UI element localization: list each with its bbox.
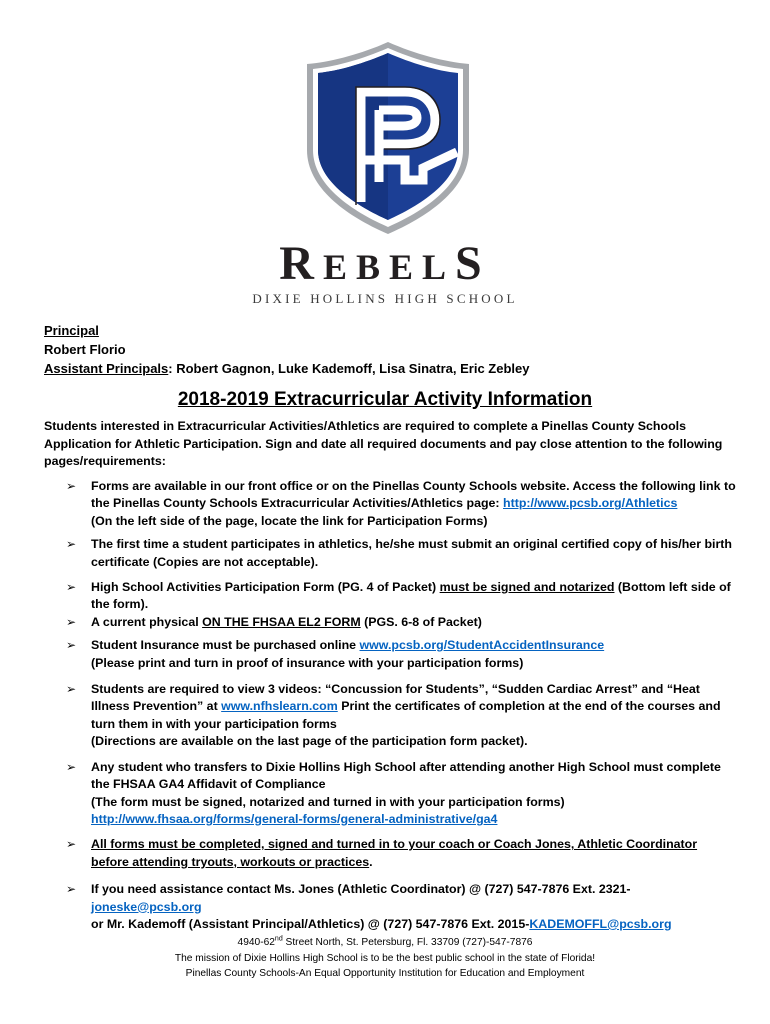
arrow-bullet-icon: ➢ [66, 537, 77, 552]
list-item [66, 637, 736, 672]
bullet-text: Students are required to view 3 videos: “Concussion for Students”, “Sudden Cardiac Arrest” and “Heat Illness Prevention” at [91, 682, 700, 714]
bullet-text: Print the certificates of completion at the end of the courses and turn them in with your participation forms [91, 699, 721, 731]
footer-address-rest: Street North, St. Petersburg, Fl. 33709 (727)-547-7876 [282, 937, 533, 948]
bullet-text: The first time a student participates in athletics, he/she must submit an original certified copy of his/her birth certificate (Copies are not acceptable). [91, 537, 732, 569]
bullet-emphasis: must be signed and notarized [439, 580, 615, 595]
list-item [66, 536, 736, 571]
wordmark-middle: EBEL [322, 247, 455, 287]
list-item [66, 836, 736, 871]
rebels-shield-logo [305, 40, 471, 236]
wordmark-final: S [455, 237, 491, 290]
footer-mission: The mission of Dixie Hollins High School is to be the best public school in the state of Florida! [174, 952, 596, 964]
bullet-text: A current physical [91, 614, 203, 629]
footer [0, 935, 770, 982]
bullet-text: (Directions are available on the last page of the participation form packet). [91, 734, 528, 749]
list-item [66, 759, 736, 829]
arrow-bullet-icon: ➢ [66, 614, 77, 629]
principal-label: Principal [44, 323, 99, 338]
bullet-text: (Please print and turn in proof of insurance with your participation forms) [91, 655, 524, 670]
insurance-link[interactable]: www.pcsb.org/StudentAccidentInsurance [359, 638, 605, 653]
bullet-text: Any student who transfers to Dixie Hollins High School after attending another High School must complete the FHSAA GA4 Affidavit of Compliance [91, 759, 721, 792]
list-item [66, 579, 736, 614]
assistant-principals-label: Assistant Principals [44, 361, 169, 376]
bullet-text: Student Insurance must be purchased online [91, 638, 360, 653]
wordmark-initial: R [279, 237, 323, 290]
bullet-text: Forms are available in our front office or on the Pinellas County Schools website. Access the following link to the Pinellas County Schools Extracurricular Activities/Athletics page: [91, 479, 736, 511]
footer-address-ordinal: nd [274, 935, 283, 943]
athletics-link[interactable]: http://www.pcsb.org/Athletics [503, 496, 678, 511]
bullet-text: (PGS. 6-8 of Packet) [360, 614, 482, 629]
logo-wordmark [200, 237, 570, 290]
logo-tagline: DIXIE HOLLINS HIGH SCHOOL [252, 291, 518, 306]
list-item [66, 881, 736, 933]
list-item [66, 614, 736, 631]
bullet-emphasis: ON THE FHSAA EL2 FORM [202, 614, 361, 629]
principal-name: Robert Florio [44, 342, 126, 357]
intro-paragraph: Students interested in Extracurricular Activities/Athletics are required to complete a Pinellas County Schools Application for Athletic Participation. Sign and date all required documents and pay close attention to the following pages/requirements: [44, 419, 723, 468]
bullet-text: (Bottom left side of the form). [91, 580, 731, 612]
page-title: 2018-2019 Extracurricular Activity Information [177, 389, 593, 410]
bullet-text: (The form must be signed, notarized and turned in with your participation forms) [91, 794, 565, 809]
arrow-bullet-icon: ➢ [66, 479, 77, 493]
staff-block [44, 321, 529, 378]
bullet-text: . [369, 854, 373, 869]
footer-equal-opportunity: Pinellas County Schools-An Equal Opportunity Institution for Education and Employment [185, 968, 585, 979]
bullet-emphasis: All forms must be completed, signed and turned in to your coach or Coach Jones, Athletic Coordinator before attending tryouts, workouts or practices [91, 837, 698, 869]
bullet-text: High School Activities Participation Form (PG. 4 of Packet) [91, 580, 440, 595]
bullet-text: If you need assistance contact Ms. Jones (Athletic Coordinator) @ (727) 547-7876 Ext. 2321- [91, 882, 631, 897]
jones-email-link[interactable]: joneske@pcsb.org [91, 899, 202, 914]
requirements-list [66, 478, 736, 933]
arrow-bullet-icon: ➢ [66, 837, 77, 852]
bullet-text: (On the left side of the page, locate the link for Participation Forms) [91, 513, 488, 528]
list-item [66, 478, 736, 530]
arrow-bullet-icon: ➢ [66, 638, 77, 653]
bullet-text: or Mr. Kademoff (Assistant Principal/Athletics) @ (727) 547-7876 Ext. 2015- [91, 916, 530, 931]
kademoff-email-link[interactable]: KADEMOFFL@pcsb.org [529, 916, 672, 931]
footer-address [0, 935, 770, 951]
footer-address-number: 4940-62 [237, 937, 275, 948]
arrow-bullet-icon: ➢ [66, 580, 77, 595]
fhsaa-ga4-link[interactable]: http://www.fhsaa.org/forms/general-forms/general-administrative/ga4 [91, 811, 498, 826]
list-item [66, 681, 736, 751]
nfhslearn-link[interactable]: www.nfhslearn.com [221, 699, 338, 714]
arrow-bullet-icon: ➢ [66, 682, 77, 697]
arrow-bullet-icon: ➢ [66, 759, 77, 774]
assistant-principals-names: : Robert Gagnon, Luke Kademoff, Lisa Sinatra, Eric Zebley [168, 361, 530, 376]
arrow-bullet-icon: ➢ [66, 882, 77, 897]
